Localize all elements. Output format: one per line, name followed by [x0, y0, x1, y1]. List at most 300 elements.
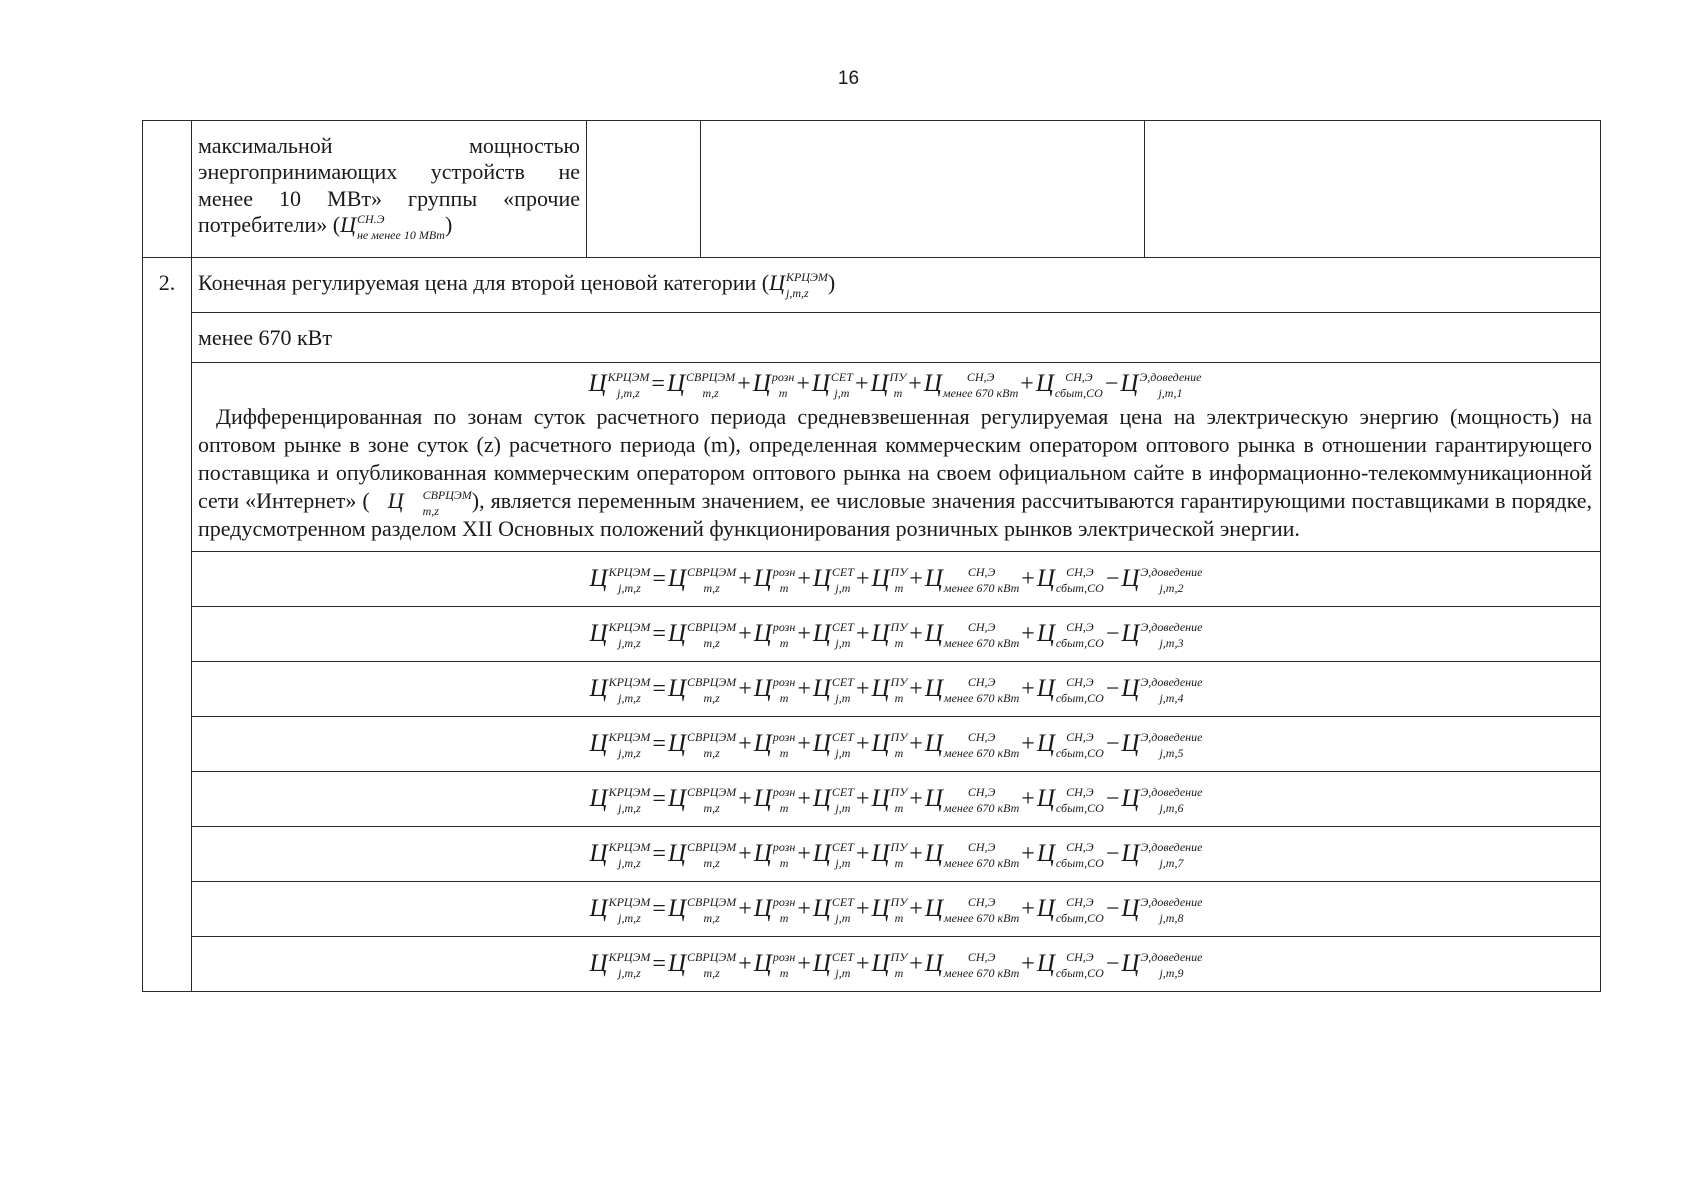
formula-subscript: m [894, 855, 904, 870]
formula-superscript: СЕТ [831, 729, 854, 744]
formula-expression [590, 619, 1203, 649]
formula-indices [608, 619, 651, 650]
formula-symbol: Ц [812, 564, 831, 592]
formula-symbol: Ц [924, 564, 943, 592]
term-sales [1037, 784, 1104, 814]
formula-subscript: m [894, 910, 904, 925]
operator-equals: = [652, 730, 666, 757]
formula-indices [772, 949, 796, 980]
formula-superscript: СН,Э [1066, 619, 1094, 634]
formula-symbol: Ц [589, 839, 608, 867]
term-sn-less-670 [925, 564, 1019, 594]
formula-superscript: розн [771, 370, 795, 385]
formula-indices [1140, 894, 1203, 925]
formula-expression [590, 839, 1203, 869]
formula-symbol: Ц [871, 729, 890, 757]
term-adjustment [1121, 784, 1202, 814]
formula-row-9 [143, 936, 1601, 991]
operator-plus: + [1021, 785, 1035, 812]
operator-plus: + [855, 565, 870, 592]
formula-superscript: СЕТ [831, 564, 854, 579]
formula-symbol: Ц [753, 564, 772, 592]
formula-indices [1055, 894, 1104, 925]
formula-superscript: розн [772, 839, 796, 854]
operator-minus: − [1105, 565, 1120, 592]
operator-plus: + [909, 565, 923, 592]
formula-indices [1140, 619, 1203, 650]
formula-indices [771, 370, 795, 401]
formula-subscript: j,m [835, 800, 851, 815]
operator-equals: = [652, 785, 666, 812]
formula-superscript: СВРЦЭМ [687, 564, 737, 579]
term-adjustment [1121, 674, 1202, 704]
formula-subscript: сбыт,СО [1055, 910, 1104, 925]
empty-cell-a [587, 121, 701, 258]
formula-superscript: розн [772, 619, 796, 634]
formula-subscript: m,z [703, 910, 720, 925]
operator-plus: + [738, 785, 752, 812]
formula-1 [198, 369, 1592, 399]
formula-symbol: Ц [811, 370, 830, 397]
term-sales [1037, 949, 1104, 979]
formula-subscript: сбыт,СО [1055, 855, 1104, 870]
formula-indices [1140, 784, 1203, 815]
formula-indices [942, 370, 1019, 401]
term-network [813, 839, 854, 869]
formula-8 [192, 881, 1601, 936]
term-retail [754, 949, 796, 979]
formula-subscript: m [894, 635, 904, 650]
formula-superscript: СН,Э [967, 894, 996, 909]
formula-subscript: m,z [703, 690, 720, 705]
tariff-table [142, 120, 1601, 992]
term-adjustment [1121, 619, 1202, 649]
term-wholesale-price [668, 949, 736, 979]
number-cell-empty [143, 121, 192, 258]
formula-superscript: СЕТ [831, 894, 854, 909]
formula-symbol: Ц [753, 674, 772, 702]
term-adjustment [1121, 564, 1202, 594]
formula-symbol: Ц [923, 370, 942, 397]
formula-subscript: j,m,z [618, 690, 641, 705]
formula-subscript: менее 670 кВт [942, 386, 1019, 401]
formula-indices [687, 839, 737, 870]
subcategory-row [143, 313, 1601, 363]
term-network [813, 949, 854, 979]
formula-indices [608, 839, 651, 870]
term-sales [1037, 619, 1104, 649]
operator-plus: + [855, 730, 870, 757]
formula-symbol: Ц [1036, 564, 1055, 592]
formula-row-8 [143, 881, 1601, 936]
term-sn-less-670 [925, 839, 1019, 869]
formula-expression [589, 369, 1202, 399]
formula-superscript: ПУ [890, 729, 908, 744]
formula-subscript: j,m [835, 855, 851, 870]
term-final-price [590, 949, 651, 979]
formula-superscript: розн [772, 784, 796, 799]
term-retail [754, 674, 796, 704]
formula-symbol: Ц [589, 894, 608, 922]
formula-indices [889, 370, 907, 401]
operator-plus: + [1021, 620, 1035, 647]
formula-indices [831, 949, 854, 980]
formula-indices [943, 674, 1020, 705]
term-sales [1037, 729, 1104, 759]
term-network [813, 784, 854, 814]
term-sales [1037, 894, 1104, 924]
term-retail [754, 894, 796, 924]
operator-equals: = [652, 895, 666, 922]
formula-indices [772, 894, 796, 925]
operator-minus: − [1105, 785, 1120, 812]
formula-symbol: Ц [1121, 619, 1140, 647]
formula-subscript: m [779, 800, 789, 815]
operator-plus: + [909, 620, 923, 647]
formula-description-cell [192, 363, 1601, 552]
formula-symbol: Ц [812, 729, 831, 757]
term-adjustment [1121, 894, 1202, 924]
term-pu [870, 369, 906, 399]
formula-symbol: Ц [1035, 370, 1054, 397]
formula-subscript: j,m,6 [1159, 800, 1184, 815]
formula-superscript: КРЦЭМ [608, 729, 651, 744]
formula-subscript: m [894, 800, 904, 815]
formula-subscript: j,m [835, 965, 851, 980]
symbol-wholesale-price: Ц СВРЦЭМ m,z [387, 487, 472, 518]
formula-superscript: СН,Э [967, 729, 996, 744]
formula-superscript: СН,Э [1066, 839, 1094, 854]
formula-subscript: j,m,8 [1159, 910, 1184, 925]
term-retail [754, 729, 796, 759]
formula-superscript: СЕТ [831, 784, 854, 799]
term-pu [871, 674, 907, 704]
term-sales [1037, 564, 1104, 594]
formula-expression [590, 894, 1203, 924]
formula-indices [943, 729, 1020, 760]
operator-plus: + [797, 675, 811, 702]
term-final-price [590, 839, 651, 869]
formula-subscript: j,m,5 [1159, 745, 1184, 760]
formula-symbol: Ц [589, 949, 608, 977]
formula-subscript: сбыт,СО [1055, 965, 1104, 980]
formula-indices [831, 619, 854, 650]
formula-symbol: Ц [924, 949, 943, 977]
formula-superscript: КРЦЭМ [608, 839, 651, 854]
formula-superscript: СВРЦЭМ [687, 839, 737, 854]
formula-subscript: менее 670 кВт [943, 855, 1020, 870]
formula-indices [943, 619, 1020, 650]
formula-indices [1140, 564, 1203, 595]
formula-superscript: розн [772, 949, 796, 964]
formula-symbol: Ц [753, 839, 772, 867]
operator-plus: + [738, 620, 752, 647]
formula-subscript: j,m,z [618, 580, 641, 595]
operator-plus: + [738, 840, 752, 867]
formula-subscript: менее 670 кВт [943, 745, 1020, 760]
term-adjustment [1121, 729, 1202, 759]
formula-superscript: СВРЦЭМ [687, 674, 737, 689]
formula-indices [1055, 564, 1104, 595]
operator-plus: + [855, 675, 870, 702]
formula-6 [192, 771, 1601, 826]
formula-subscript: m [778, 386, 788, 401]
formula-superscript: СН,Э [967, 839, 996, 854]
formula-indices [831, 564, 854, 595]
formula-indices [943, 949, 1020, 980]
formula-indices [608, 784, 651, 815]
formula-superscript: КРЦЭМ [608, 674, 651, 689]
formula-subscript: m,z [702, 386, 719, 401]
term-adjustment [1120, 369, 1201, 399]
formula-subscript: сбыт,СО [1055, 635, 1104, 650]
term-sales [1037, 674, 1104, 704]
formula-superscript: СЕТ [831, 839, 854, 854]
term-network [813, 894, 854, 924]
formula-symbol: Ц [812, 894, 831, 922]
term-retail [754, 784, 796, 814]
operator-plus: + [1021, 730, 1035, 757]
formula-indices [687, 729, 737, 760]
formula-superscript: ПУ [890, 674, 908, 689]
formula-symbol: Ц [589, 729, 608, 757]
formula-superscript: СН,Э [967, 949, 996, 964]
formula-subscript: менее 670 кВт [943, 635, 1020, 650]
term-pu [871, 839, 907, 869]
formula-indices [1055, 729, 1104, 760]
term-final-price [590, 674, 651, 704]
formula-indices [1140, 729, 1203, 760]
formula-subscript: m,z [703, 580, 720, 595]
formula-symbol: Ц [589, 619, 608, 647]
formula-symbol: Ц [667, 894, 687, 922]
term-sn-less-670 [925, 894, 1019, 924]
formula-indices [1140, 949, 1203, 980]
operator-minus: − [1105, 950, 1120, 977]
formula-superscript: СВРЦЭМ [687, 729, 737, 744]
formula-symbol: Ц [1121, 949, 1140, 977]
formula-indices [831, 674, 854, 705]
empty-cell-c [1145, 121, 1601, 258]
formula-indices [890, 949, 908, 980]
formula-indices [772, 784, 796, 815]
formula-indices [830, 370, 853, 401]
term-pu [871, 949, 907, 979]
formula-superscript: ПУ [890, 784, 908, 799]
formula-row-5 [143, 716, 1601, 771]
formula-indices [943, 839, 1020, 870]
formula-subscript: j,m,z [618, 800, 641, 815]
formula-superscript: СН,Э [967, 674, 996, 689]
formula-subscript: m,z [703, 965, 720, 980]
formula-subscript: m [779, 855, 789, 870]
formula-indices [890, 674, 908, 705]
term-pu [871, 619, 907, 649]
term-final-price [590, 619, 651, 649]
operator-equals: = [652, 620, 666, 647]
formula-indices [943, 894, 1020, 925]
term-wholesale-price [668, 729, 736, 759]
term-final-price [590, 729, 651, 759]
operator-plus: + [738, 565, 752, 592]
term-final-price [590, 784, 651, 814]
formula-symbol: Ц [1036, 949, 1055, 977]
operator-plus: + [737, 371, 751, 397]
formula-subscript: j,m [835, 580, 851, 595]
formula-symbol: Ц [924, 894, 943, 922]
operator-plus: + [797, 565, 811, 592]
formula-indices [890, 784, 908, 815]
formula-indices [772, 619, 796, 650]
operator-plus: + [797, 730, 811, 757]
formula-subscript: менее 670 кВт [943, 800, 1020, 815]
formula-subscript: j,m,z [618, 745, 641, 760]
formula-symbol: Ц [871, 619, 890, 647]
formula-symbol: Ц [667, 729, 687, 757]
operator-minus: − [1105, 675, 1120, 702]
formula-symbol: Ц [924, 784, 943, 812]
symbol-price-not-less-10mw: Ц СН.Э не менее 10 МВт [340, 212, 445, 243]
formula-superscript: КРЦЭМ [608, 894, 651, 909]
formula-superscript: розн [772, 674, 796, 689]
operator-plus: + [855, 950, 870, 977]
formula-symbol: Ц [753, 619, 772, 647]
term-adjustment [1121, 949, 1202, 979]
term-sn-less-670 [925, 949, 1019, 979]
operator-plus: + [909, 730, 923, 757]
formula-indices [890, 619, 908, 650]
formula-symbol: Ц [1121, 894, 1140, 922]
formula-subscript: менее 670 кВт [943, 580, 1020, 595]
formula-symbol: Ц [1121, 729, 1140, 757]
operator-minus: − [1104, 371, 1119, 397]
term-retail [754, 564, 796, 594]
formula-indices [687, 949, 737, 980]
formula-superscript: СВРЦЭМ [687, 619, 737, 634]
formula-symbol: Ц [1121, 839, 1140, 867]
formula-subscript: m,z [703, 635, 720, 650]
formula-symbol: Ц [666, 370, 686, 397]
operator-plus: + [909, 785, 923, 812]
operator-plus: + [1021, 840, 1035, 867]
formula-symbol: Ц [871, 894, 890, 922]
operator-plus: + [796, 371, 810, 397]
formula-superscript: ПУ [889, 370, 907, 385]
operator-equals: = [651, 371, 665, 397]
formula-superscript: СВРЦЭМ [687, 784, 737, 799]
subcategory-label: менее 670 кВт [192, 313, 1601, 363]
formula-subscript: m [894, 965, 904, 980]
formula-symbol: Ц [812, 949, 831, 977]
formula-superscript: СВРЦЭМ [687, 949, 737, 964]
formula-symbol: Ц [1036, 674, 1055, 702]
formula-symbol: Ц [1120, 370, 1139, 397]
term-retail [754, 619, 796, 649]
formula-superscript: розн [772, 729, 796, 744]
formula-superscript: СЕТ [831, 674, 854, 689]
operator-plus: + [1021, 950, 1035, 977]
formula-indices [890, 564, 908, 595]
formula-indices [943, 564, 1020, 595]
term-final-price [590, 564, 651, 594]
formula-superscript: Э,доведение [1140, 784, 1203, 799]
page-number: 16 [837, 68, 860, 89]
formula-subscript: m [779, 745, 789, 760]
formula-symbol: Ц [589, 784, 608, 812]
formula-superscript: Э,доведение [1140, 729, 1203, 744]
operator-plus: + [797, 950, 811, 977]
formula-subscript: сбыт,СО [1055, 745, 1104, 760]
formula-subscript: m,z [703, 745, 720, 760]
formula-2 [192, 551, 1601, 606]
term-wholesale-price [668, 894, 736, 924]
formula-indices [1055, 674, 1104, 705]
formula-superscript: КРЦЭМ [608, 784, 651, 799]
continuation-row [143, 121, 1601, 258]
continuation-line-1: максимальной мощностью [198, 133, 580, 158]
formula-subscript: j,m [835, 635, 851, 650]
formula-indices [608, 894, 651, 925]
formula-indices [607, 370, 650, 401]
formula-symbol: Ц [1036, 839, 1055, 867]
term-pu [871, 564, 907, 594]
formula-symbol: Ц [753, 784, 772, 812]
formula-expression [590, 949, 1203, 979]
formula-subscript: j,m,z [618, 635, 641, 650]
operator-plus: + [855, 895, 870, 922]
formula-superscript: СН,Э [966, 370, 995, 385]
term-network [812, 369, 853, 399]
formula-indices [772, 674, 796, 705]
formula-subscript: j,m,3 [1159, 635, 1184, 650]
formula-superscript: КРЦЭМ [608, 564, 651, 579]
formula-symbol: Ц [753, 729, 772, 757]
formula-subscript: m,z [703, 800, 720, 815]
formula-subscript: m [894, 745, 904, 760]
formula-subscript: j,m [835, 745, 851, 760]
formula-symbol: Ц [871, 839, 890, 867]
formula-superscript: СН,Э [967, 619, 996, 634]
operator-minus: − [1105, 620, 1120, 647]
formula-superscript: КРЦЭМ [608, 949, 651, 964]
formula-indices [608, 564, 651, 595]
term-pu [871, 729, 907, 759]
formula-indices [687, 674, 737, 705]
formula-indices [831, 894, 854, 925]
formula-subscript: m [779, 580, 789, 595]
formula-subscript: m [779, 635, 789, 650]
formula-symbol: Ц [1121, 674, 1140, 702]
term-final-price [589, 369, 650, 399]
formula-subscript: сбыт,СО [1055, 690, 1104, 705]
formula-subscript: m [779, 690, 789, 705]
formula-subscript: менее 670 кВт [943, 965, 1020, 980]
formula-subscript: j,m,1 [1158, 386, 1183, 401]
formula-indices [890, 729, 908, 760]
term-wholesale-price [668, 564, 736, 594]
operator-minus: − [1105, 730, 1120, 757]
continuation-line-3: менее 10 МВт» группы «прочие [198, 185, 580, 211]
formula-indices [608, 949, 651, 980]
formula-superscript: розн [772, 894, 796, 909]
formula-expression [590, 674, 1203, 704]
term-sn-less-670 [925, 619, 1019, 649]
operator-plus: + [738, 730, 752, 757]
operator-equals: = [652, 840, 666, 867]
formula-superscript: СН,Э [1066, 674, 1094, 689]
formula-subscript: j,m,4 [1159, 690, 1184, 705]
formula-superscript: СЕТ [831, 949, 854, 964]
